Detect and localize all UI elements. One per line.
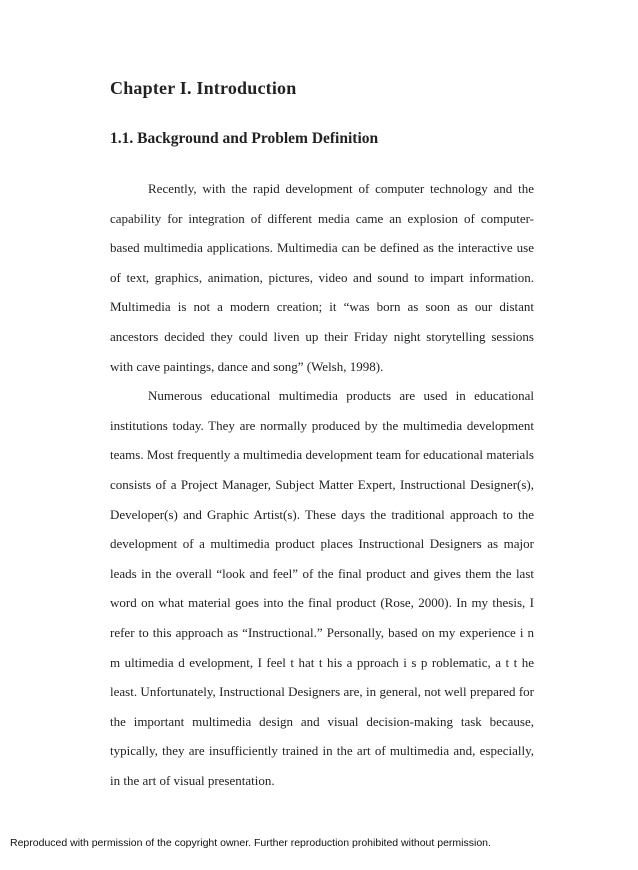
section-heading: 1.1. Background and Problem Definition xyxy=(110,130,379,147)
paragraph-1: Recently, with the rapid development of computer technology and the capability for integration of different media came an explosion of computer-based multimedia applications. Multimedia can be defined as the interactive use of text, graphics, animation, pictures, video and sound to impart information. Multimedia is not a modern creation; it “was born as soon as our distant ancestors decided they could liven up their Friday night storytelling sessions with cave paintings, dance and song” (Welsh, 1998). xyxy=(110,181,534,374)
paragraph-2: Numerous educational multimedia products are used in educational institutions today. They are normally produced by the multimedia development teams. Most frequently a multimedia development team for educational materials consists of a Project Manager, Subject Matter Expert, Instructional Designer(s), Developer(s) and Graphic Artist(s). These days the traditional approach to the development of a multimedia product places Instructional Designers as major leads in the overall “look and feel” of the final product and gives them the last word on what material goes into the final product (Rose, 2000). In my thesis, I refer to this approach as “Instructional.” Personally, based on my experience i n m ultimedia d evelopment, I feel t hat t his a pproach i s p roblematic, a t t he least. Unfortunately, Instructional Designers are, in general, not well prepared for the important multimedia design and visual decision-making task because, typically, they are insufficiently trained in the art of multimedia and, especially, in the art of visual presentation. xyxy=(110,388,534,788)
body-text xyxy=(110,174,534,795)
chapter-title: Chapter I. Introduction xyxy=(110,78,297,98)
copyright-notice: Reproduced with permission of the copyright owner. Further reproduction prohibited without permission. xyxy=(10,837,491,849)
